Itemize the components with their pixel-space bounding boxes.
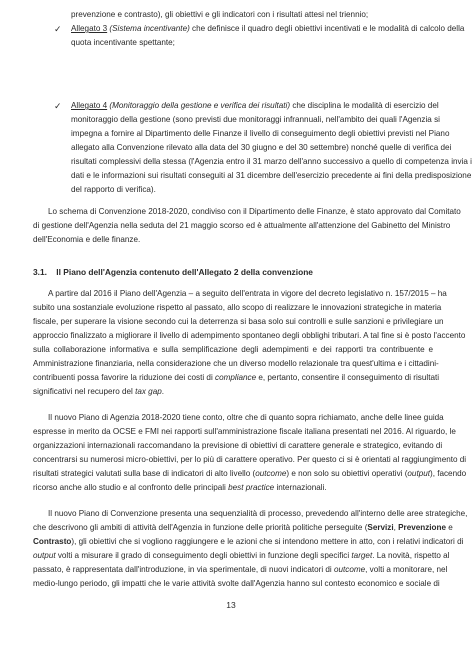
text-line: risultati complessivi della stessa (l'Agenzia entro il 31 marzo dell'anno successivo a quello di competenza invia i (71, 157, 472, 167)
text-line: concentrarsi su numerosi micro-obiettivi, per lo più di carattere operativo. Per questo ci si è orientati al raggiungimento di (33, 455, 467, 465)
text-line: organizzazioni internazionali raccomandano la previsione di obiettivi di carattere generale e strategico, evitando di (33, 441, 443, 451)
text-fragment: risultati strategici valutati sulla base di indicatori di alto livello ( (33, 469, 256, 479)
text-fragment: ), facendo (430, 469, 467, 479)
text-fragment: output (33, 551, 56, 561)
continuation-text (71, 8, 433, 22)
text-fragment: ), gli obiettivi che si vogliono raggiungere e le azioni che si intendono mettere in atto, con i relativi indicatori di (71, 537, 464, 547)
text-line (33, 371, 440, 385)
paragraph-piano-convenzione (33, 507, 468, 591)
text-fragment: e (446, 523, 453, 533)
text-fragment: che descrivono gli ambiti di attività dell'Agenzia in funzione delle priorità politiche perseguite ( (33, 523, 368, 533)
text-line: fiscale, per superare la visione secondo cui la deterrenza si basa solo sui controlli e sulle sanzioni e privilegiare un (33, 317, 444, 327)
text-line: Il nuovo Piano di Convenzione presenta una sequenzialità di processo, prevedendo all'interno delle aree strategiche, (48, 509, 468, 518)
text-line: impegna a fornire al Dipartimento delle Finanze il livello di conseguimento degli obiettivi previsti nel Piano (71, 129, 450, 139)
text-line: sulla collaborazione informativa e sulla semplificazione degli adempimenti e dei rapporti tra contribuente e (33, 345, 433, 355)
text-line: espresse in merito da OCSE e FMI nei rapporti sull'amministrazione fiscale italiana presentati nel 2016. Al riguardo, le (33, 427, 456, 437)
text-fragment: outcome (334, 565, 366, 575)
text-line (33, 521, 453, 535)
allegato-4-link[interactable]: Allegato 4 (71, 101, 108, 110)
text-fragment: Contrasto (33, 537, 72, 547)
text-fragment: internazionali. (274, 483, 327, 493)
paragraph-schema-convenzione (33, 205, 461, 247)
section-title: Il Piano dell'Agenzia contenuto dell'Allegato 2 della convenzione (56, 267, 313, 277)
text-line: del rapporto di verifica). (71, 185, 156, 195)
section-number: 3.1. (33, 267, 47, 277)
paragraph-piano-2016 (33, 287, 466, 399)
list-item-allegato-4 (71, 99, 472, 197)
text-line: prevenzione e contrasto), gli obiettivi e gli indicatori con i risultati attesi nel triennio; (71, 10, 369, 19)
checkmark-icon: ✓ (54, 24, 62, 34)
text-fragment: significativi nel recupero del (33, 387, 136, 397)
text-fragment: best practice (228, 483, 275, 493)
text-line (33, 535, 464, 549)
text-fragment: contribuenti possa favorire la riduzione dei costi di (33, 373, 216, 383)
text-line: dati e le informazioni sui risultati conseguiti al 31 dicembre dell'esercizio precedente ai fini della predisposizione (71, 171, 472, 181)
text-fragment: che disciplina le modalità di esercizio del (290, 101, 439, 110)
text-fragment: Prevenzione (398, 523, 447, 533)
text-line: Il nuovo Piano di Agenzia 2018-2020 tiene conto, oltre che di quanto sopra richiamato, anche delle linee guida (48, 413, 444, 422)
text-fragment: target (351, 551, 373, 561)
text-fragment: , (393, 523, 399, 533)
text-fragment: volti a misurare il grado di conseguimento degli obiettivi in funzione degli specifici (55, 551, 352, 561)
text-line: Amministrazione finanziaria, nella considerazione che un diverso modello relazionale tra quest'ultima e i cittadini- (33, 359, 439, 369)
paragraph-piano-2018-2020 (33, 411, 467, 495)
allegato-3-link[interactable]: Allegato 3 (71, 24, 108, 33)
section-heading (33, 266, 313, 278)
text-fragment: compliance (215, 373, 257, 383)
text-fragment: ricorso anche allo studio e al confronto delle principali (33, 483, 229, 493)
text-line: quota incentivante spettante; (71, 38, 175, 48)
text-line: dell'Economia e delle finanze. (33, 235, 141, 245)
page-number: 13 (226, 600, 236, 610)
text-fragment: . (161, 387, 164, 397)
text-fragment: Servizi (367, 523, 394, 533)
text-fragment: e, pertanto, consentire il conseguimento di risultati (256, 373, 440, 383)
text-fragment: , volti a monitorare, nel (365, 565, 448, 575)
text-line: A partire dal 2016 il Piano dell'Agenzia – a seguito dell'entrata in vigore del decreto legislativo n. 157/2015 – ha (48, 289, 447, 298)
text-line: subito una sostanziale evoluzione rispetto al passato, allo scopo di realizzare le innovazioni strategiche in materia (33, 303, 442, 313)
text-fragment: . La novità, rispetto al (372, 551, 450, 561)
text-line (33, 385, 433, 399)
text-line: monitoraggio della gestione (sono previsti due monitoraggi infrannuali, nell'ambito dei quali l'Agenzia si (71, 115, 440, 125)
text-line: approccio finalizzato a migliorare il livello di adempimento spontaneo degli obblighi tributari. A tal fine si è posto l'accento (33, 331, 466, 341)
text-line: di gestione dell'Agenzia nella seduta del 21 maggio scorso ed è attualmente all'attenzione del Gabinetto del Ministro (33, 221, 451, 231)
text-line: allegato alla Convenzione rilevato alla data del 30 giugno e del 30 settembre) nonché quelle di verifica dei (71, 143, 452, 153)
text-fragment: output (407, 469, 430, 479)
list-item-allegato-3 (71, 22, 465, 50)
text-line (33, 549, 450, 563)
text-fragment: ) e non solo su obiettivi operativi ( (286, 469, 408, 479)
allegato-3-title: (Sistema incentivante) (109, 24, 190, 33)
text-line (33, 481, 433, 495)
text-line (33, 467, 467, 481)
text-fragment: tax gap (135, 387, 162, 397)
text-line: Lo schema di Convenzione 2018-2020, condiviso con il Dipartimento delle Finanze, è stato approvato dal Comitato (48, 207, 461, 216)
text-fragment: outcome (255, 469, 287, 479)
text-line: medio-lungo periodo, gli impatti che le varie attività svolte dall'Agenzia hanno sul contesto economico e sociale di (33, 579, 440, 589)
checkmark-icon: ✓ (54, 101, 62, 111)
text-fragment: che definisce il quadro degli obiettivi incentivati e le modalità di calcolo della (189, 24, 465, 33)
text-fragment: passato, è rappresentata dall'introduzione, in via sperimentale, di nuovi indicatori di (33, 565, 334, 575)
text-line (33, 563, 448, 577)
allegato-4-title: (Monitoraggio della gestione e verifica dei risultati) (109, 101, 291, 110)
